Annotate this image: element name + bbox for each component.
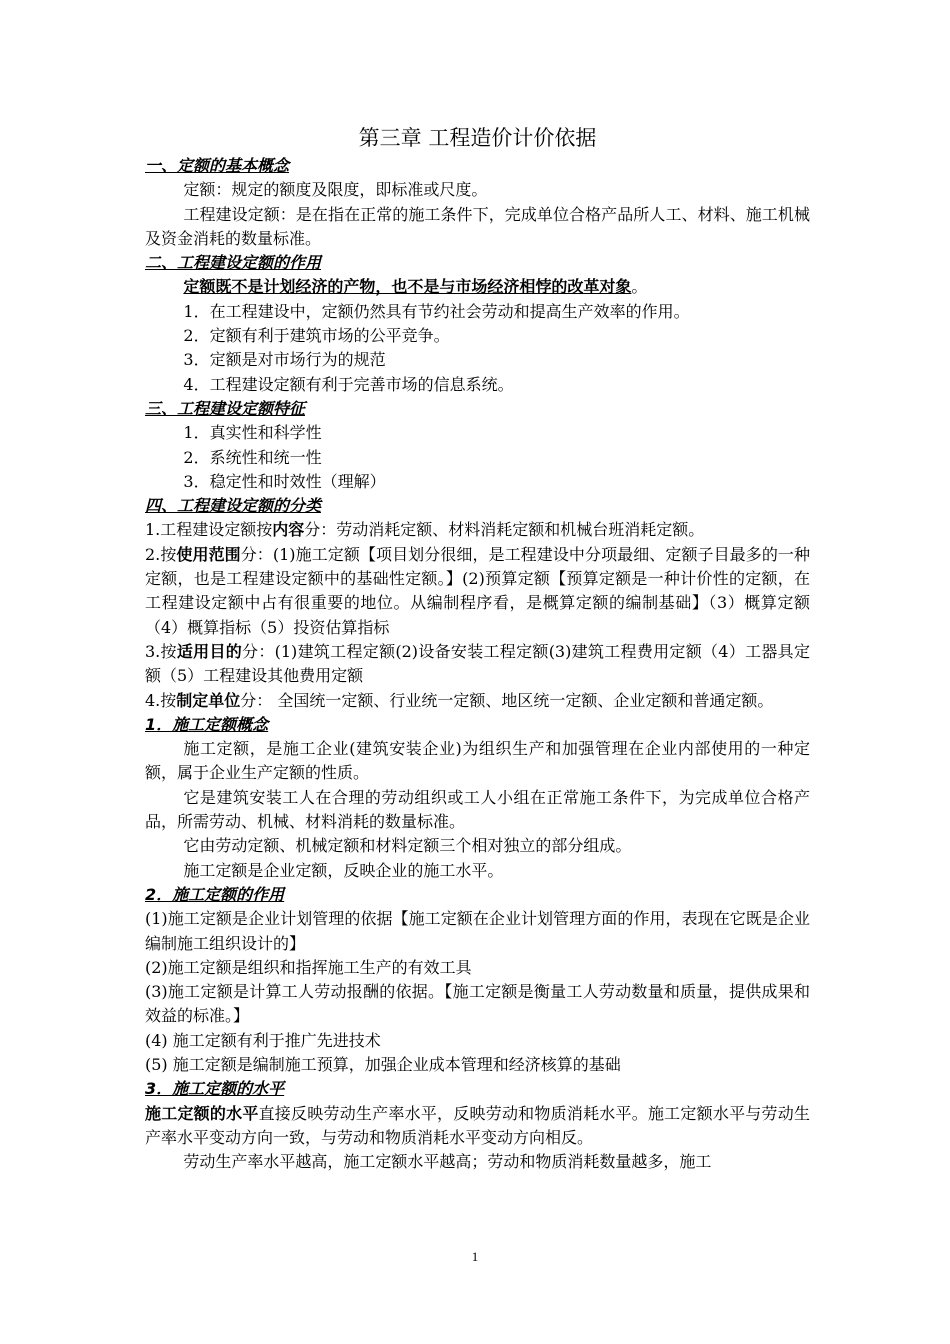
- chapter-title: 第三章 工程造价计价依据: [358, 126, 597, 150]
- paragraph: 施工定额是企业定额，反映企业的施工水平。: [183, 860, 504, 880]
- text-span: 3.按: [145, 641, 177, 661]
- text-span: 4.按: [145, 690, 177, 710]
- list-item: 3．稳定性和时效性（理解）: [183, 471, 386, 491]
- list-item: 1．在工程建设中，定额仍然具有节约社会劳动和提高生产效率的作用。: [183, 301, 690, 321]
- list-item: 1．真实性和科学性: [183, 423, 322, 443]
- section-heading-3: 三、工程建设定额特征: [145, 398, 306, 418]
- paragraph: 它是建筑安装工人在合理的劳动组织或工人小组在正常施工条件下，为完成单位合格产品，所需劳动、机械、材料消耗的数量标准。: [145, 787, 810, 832]
- list-item: (4) 施工定额有利于推广先进技术: [145, 1030, 381, 1050]
- emphasis-paragraph: [145, 275, 810, 299]
- paragraph: [145, 1102, 810, 1151]
- classification-item: [145, 640, 810, 689]
- list-item: 2．系统性和统一性: [183, 447, 322, 467]
- keyword: 使用范围: [176, 544, 241, 564]
- list-item: (1)施工定额是企业计划管理的依据【施工定额在企业计划管理方面的作用，表现在它既是企业编制施工组织设计的】: [145, 909, 810, 953]
- text-span: 直接反映劳动生产率水平，反映劳动和物质消耗水平。施工定额水平与劳动生产率水平变动方向一致，与劳动和物质消耗水平变动方向相反。: [145, 1103, 810, 1147]
- section-heading-5: 1．施工定额概念: [145, 714, 269, 734]
- paragraph: 施工定额，是施工企业(建筑安装企业)为组织生产和加强管理在企业内部使用的一种定额，属于企业生产定额的性质。: [145, 739, 810, 783]
- list-item: 4．工程建设定额有利于完善市场的信息系统。: [183, 374, 514, 394]
- text-span: 2.按: [145, 544, 177, 564]
- section-heading-7: 3．施工定额的水平: [145, 1079, 285, 1099]
- classification-item: [145, 543, 810, 640]
- text-span: 分：劳动消耗定额、材料消耗定额和机械台班消耗定额。: [304, 520, 705, 540]
- list-item: 2．定额有利于建筑市场的公平竞争。: [183, 326, 450, 346]
- list-item: (2)施工定额是组织和指挥施工生产的有效工具: [145, 957, 472, 977]
- section-heading-6: 2．施工定额的作用: [145, 884, 285, 904]
- classification-item: [145, 689, 810, 713]
- paragraph: 工程建设定额：是在指在正常的施工条件下，完成单位合格产品所人工、材料、施工机械及资金消耗的数量标准。: [145, 204, 810, 248]
- keyword: 内容: [272, 520, 305, 540]
- list-item: (5) 施工定额是编制施工预算，加强企业成本管理和经济核算的基础: [145, 1054, 621, 1074]
- keyword: 施工定额的水平: [145, 1103, 259, 1123]
- text-span: 分：(1)施工定额【项目划分很细，是工程建设中分项最细、定额子目最多的一种定额，也是工程建设定额中的基础性定额。】(2)预算定额【预算定额是一种计价性的定额，在工程建设定额中占有很重要的地位。从编制程序看，是概算定额的编制基础】（3）概算定额（4）概算指标（5）投资估算指标: [145, 544, 810, 637]
- text-span: 分：(1)建筑工程定额(2)设备安装工程定额(3)建筑工程费用定额（4）工器具定额（5）工程建设其他费用定额: [145, 641, 810, 686]
- section-heading-2: 二、工程建设定额的作用: [145, 253, 322, 273]
- keyword: 适用目的: [176, 641, 243, 661]
- page-content: [145, 122, 810, 1174]
- keyword: 制定单位: [176, 690, 241, 710]
- paragraph: 劳动生产率水平越高，施工定额水平越高；劳动和物质消耗数量越多，施工: [183, 1152, 712, 1172]
- text-span: 分： 全国统一定额、行业统一定额、地区统一定额、企业定额和普通定额。: [240, 690, 774, 710]
- list-item: 3．定额是对市场行为的规范: [183, 350, 386, 370]
- text-span: 1.工程建设定额按: [145, 520, 273, 540]
- emphasis-end: 。: [631, 277, 648, 297]
- emphasis-text: 定额既不是计划经济的产物，也不是与市场经济相悖的改革对象: [183, 277, 632, 297]
- classification-item: [145, 518, 810, 542]
- paragraph: 它由劳动定额、机械定额和材料定额三个相对独立的部分组成。: [183, 836, 632, 856]
- paragraph: 定额：规定的额度及限度，即标准或尺度。: [183, 180, 488, 200]
- list-item: (3)施工定额是计算工人劳动报酬的依据。【施工定额是衡量工人劳动数量和质量，提供成果和效益的标准。】: [145, 982, 810, 1026]
- page-number: 1: [471, 1249, 479, 1264]
- section-heading-1: 一、定额的基本概念: [145, 156, 290, 175]
- section-heading-4: 四、工程建设定额的分类: [145, 496, 322, 516]
